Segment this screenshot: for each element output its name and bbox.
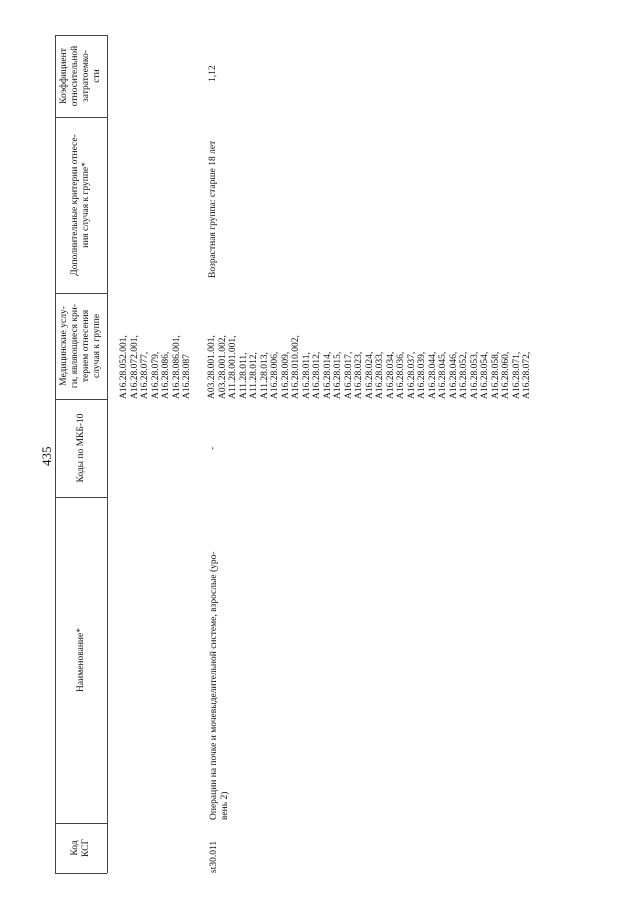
header-code-ksg: Код КСГ — [70, 839, 91, 857]
page-number: 435 — [39, 446, 54, 466]
header-med-services: Медицинские услу- ги, являющиеся кри- терием отнесения случая к группе — [59, 303, 102, 389]
header-extra-criteria: Дополнительные критерии отнесе- ния случая к группе* — [70, 134, 91, 276]
continued-codes-list: A16.28.052.001, A16.28.072.001, A16.28.077, A16.28.079, A16.28.086, A16.28.086.001, A16.28.087 — [119, 335, 192, 399]
mkb-value: - — [208, 446, 218, 450]
table-bottom-border — [55, 873, 107, 874]
row-name: Операции на почке и мочевыделительной системе, взрослые (уро- вень 2) — [209, 551, 230, 820]
coefficient-value: 1,12 — [208, 65, 218, 82]
ksg-code: st30.011 — [209, 840, 219, 873]
extra-criteria-value: Возрастная группа: старше 18 лет — [208, 140, 218, 278]
header-mkb-codes: Коды по МКБ-10 — [75, 413, 86, 483]
header-name: Наименование* — [75, 628, 86, 692]
service-codes-list: A03.28.001.001, A03.28.001.002, A11.28.001.001, A11.28.011, A11.28.012, A11.28.013, A16.28.006, A16.28.009, A16.28.010.002, A16.28.011, A16.28.012, A16.28.014, A16.28.015, A16.28.017, A16.28.023, A16.28.024, A16.28.033, A16.28.034, A16.28.036, A16.28.037, A16.28.039, A16.28.044, A16.28.045, A16.28.046, A16.28.052, A16.28.053, A16.28.054, A16.28.058, A16.28.060, A16.28.071, A16.28.072, — [207, 335, 532, 399]
header-coefficient: Коэффициент относительной затратоемко- сти — [59, 45, 102, 107]
header-bottom-border — [107, 35, 108, 873]
